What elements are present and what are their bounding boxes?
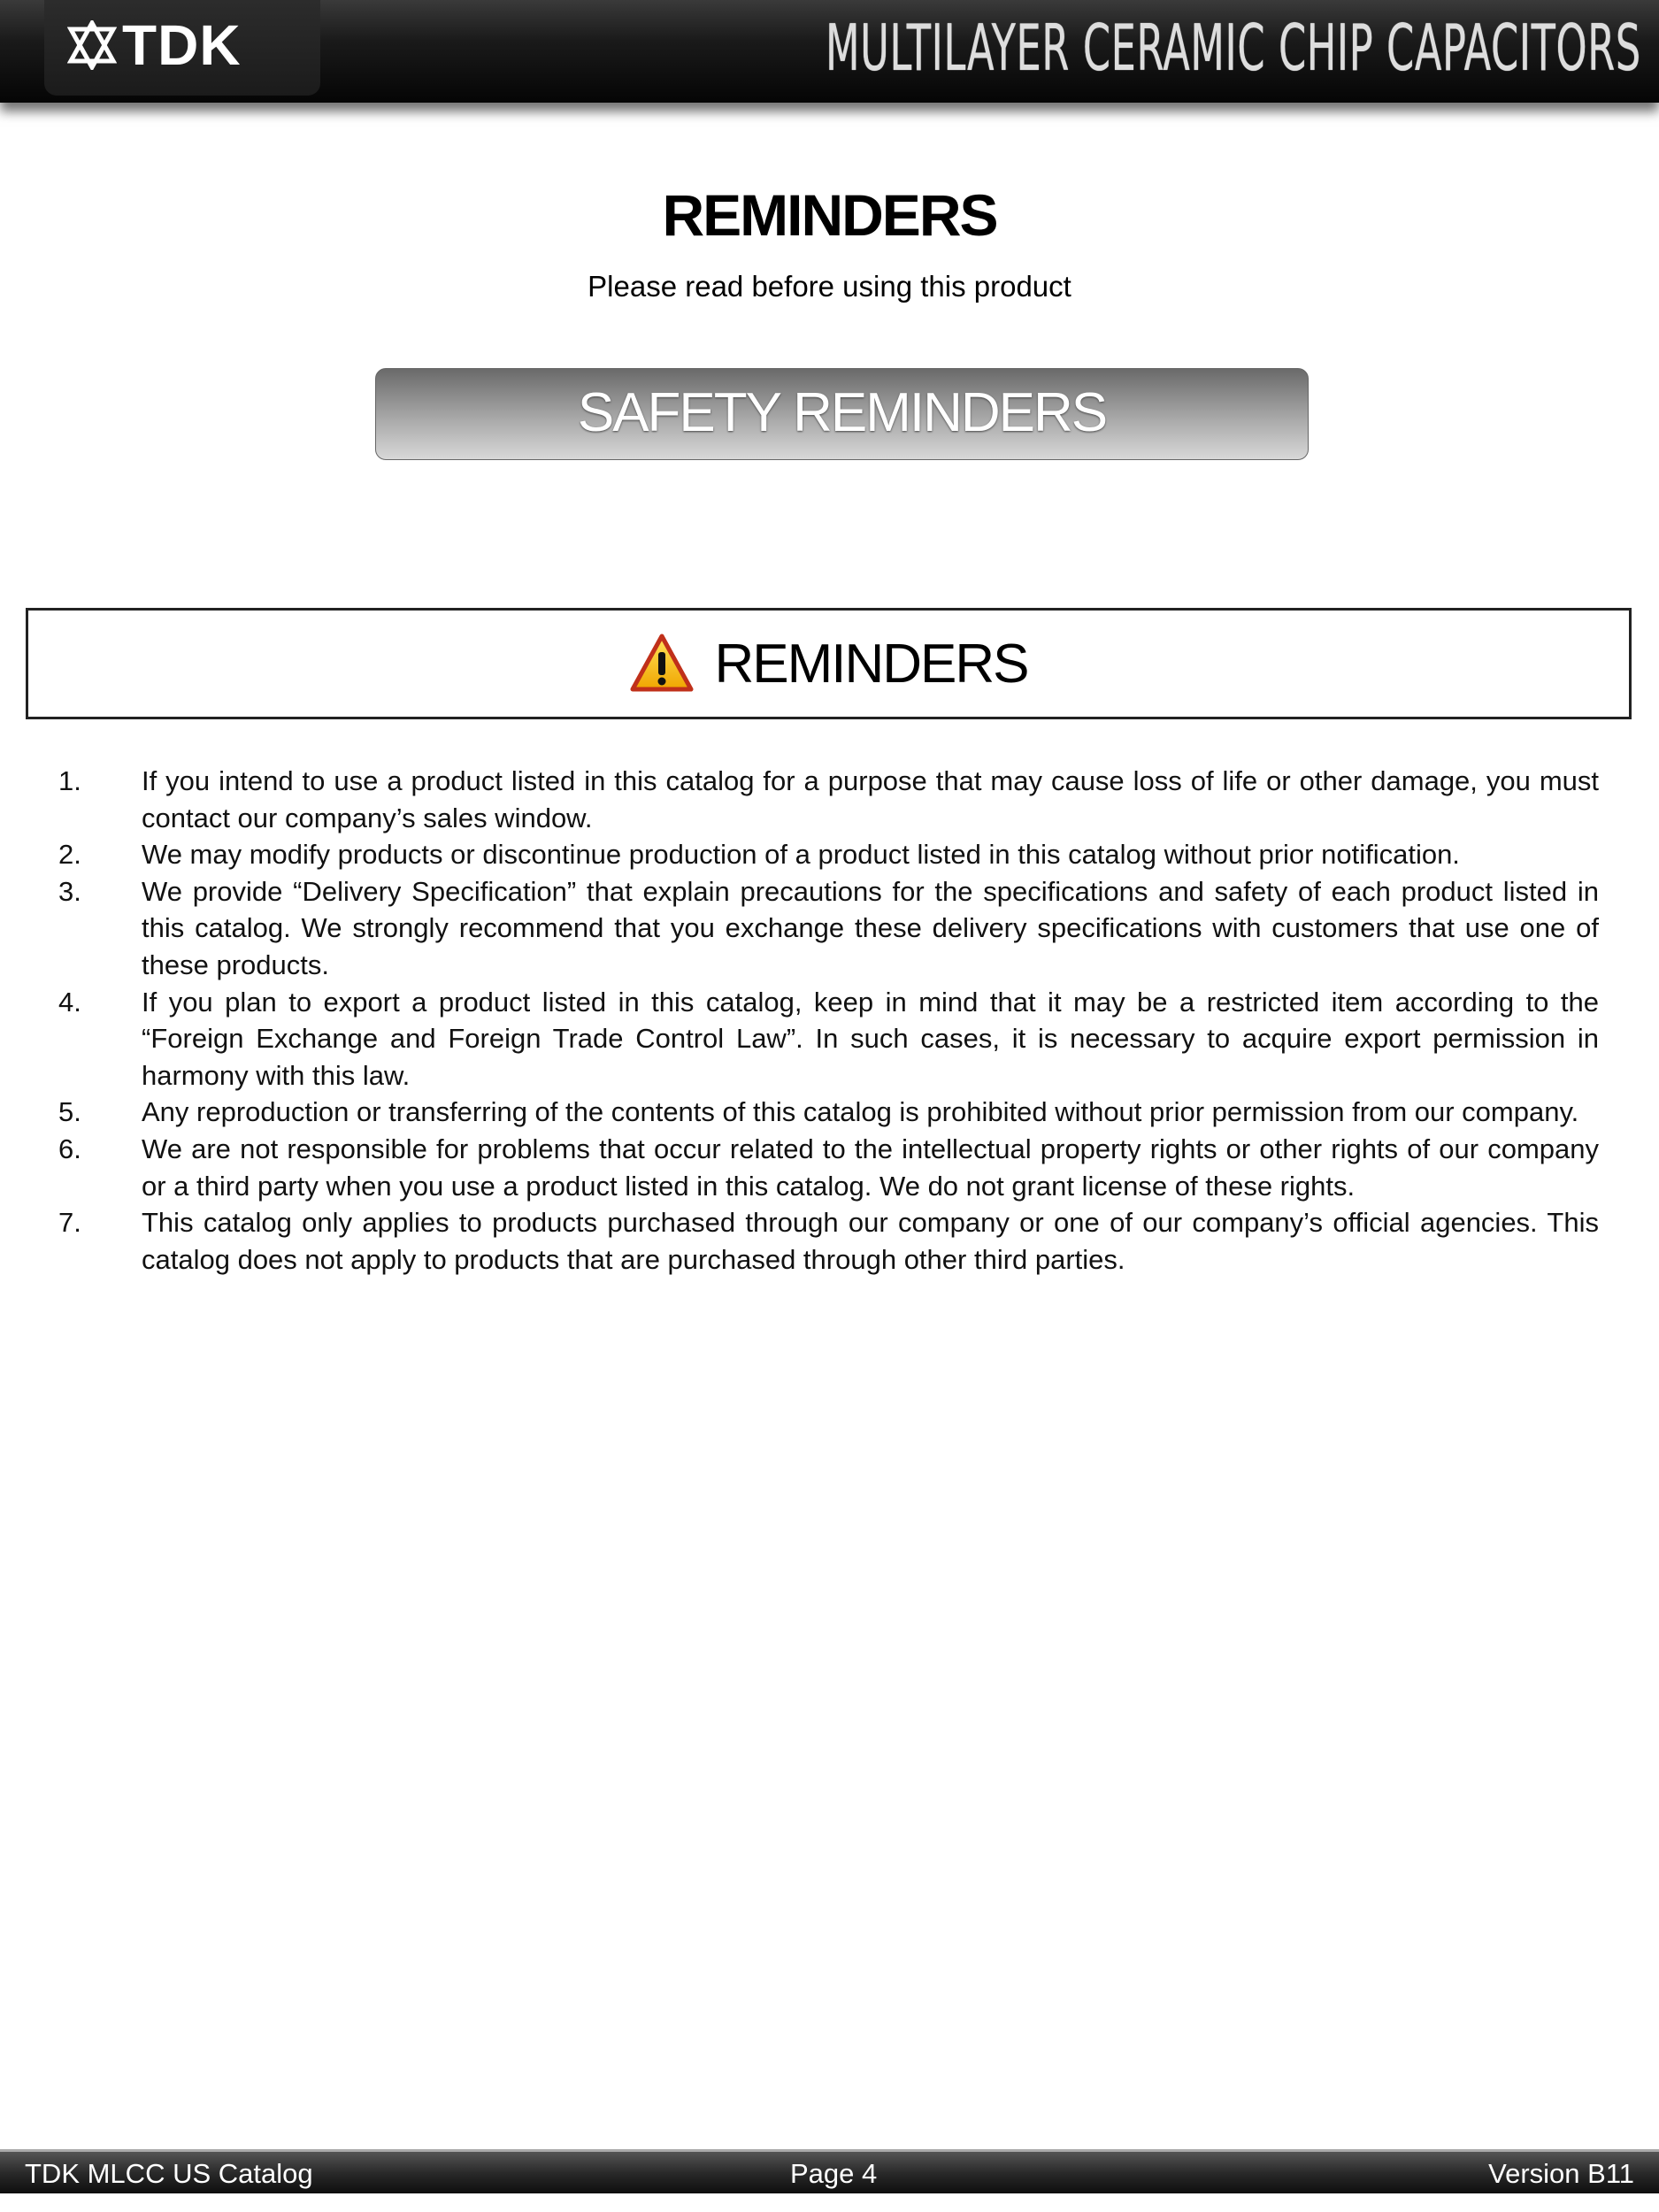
item-number: 3. <box>58 875 81 907</box>
item-text: We are not responsible for problems that occur related to the intellectual property rights or other rights of our company or a third party when you use a product listed in this catalog. We do not grant license of these rights. <box>142 1133 1599 1202</box>
item-text: We may modify products or discontinue production of a product listed in this catalog without prior notification. <box>142 839 1460 871</box>
reminders-heading: REMINDERS <box>714 633 1028 695</box>
item-number: 7. <box>58 1207 81 1239</box>
item-text: This catalog only applies to products purchased through our company or one of our company’s official agencies. This catalog does not apply to products that are purchased through other third parties. <box>142 1207 1599 1275</box>
header-title: MULTILAYER CERAMIC CHIP CAPACITORS <box>826 11 1641 85</box>
item-number: 1. <box>58 765 81 796</box>
logo-text: TDK <box>122 13 242 77</box>
list-item <box>0 984 1659 1094</box>
reminders-heading-box <box>26 608 1632 719</box>
item-number: 2. <box>58 839 81 871</box>
item-text: If you intend to use a product listed in this catalog for a purpose that may cause loss of life or other damage, you must contact our company’s sales window. <box>142 765 1599 833</box>
page-subtitle: Please read before using this product <box>588 270 1071 303</box>
page-footer <box>0 2149 1659 2193</box>
item-number: 5. <box>58 1096 81 1128</box>
list-item <box>0 1204 1659 1278</box>
item-number: 4. <box>58 986 81 1018</box>
item-number: 6. <box>58 1133 81 1164</box>
safety-reminders-banner: SAFETY REMINDERS <box>375 368 1309 460</box>
list-item <box>0 1131 1659 1204</box>
list-item <box>0 763 1659 836</box>
page-title: REMINDERS <box>662 182 997 248</box>
item-text: We provide “Delivery Specification” that explain precautions for the specifications and safety of each product listed in this catalog. We strongly recommend that you exchange these delivery specifications with customers that use one of these products. <box>142 875 1599 980</box>
item-text: If you plan to export a product listed in this catalog, keep in mind that it may be a restricted item according to the “Foreign Exchange and Foreign Trade Control Law”. In such cases, it is necessary to acquire export permission in harmony with this law. <box>142 986 1599 1091</box>
list-item <box>0 836 1659 873</box>
list-item <box>0 1094 1659 1131</box>
warning-icon <box>629 633 695 695</box>
list-item <box>0 873 1659 984</box>
footer-version: Version B11 <box>1488 2158 1634 2189</box>
reminders-list <box>0 763 1659 1278</box>
item-text: Any reproduction or transferring of the contents of this catalog is prohibited without prior permission from our company. <box>142 1096 1579 1128</box>
page-header <box>0 0 1659 103</box>
footer-catalog-name: TDK MLCC US Catalog <box>25 2158 313 2189</box>
tdk-logo <box>67 12 242 78</box>
footer-page-number: Page 4 <box>790 2158 878 2189</box>
tdk-star-icon <box>67 20 117 70</box>
